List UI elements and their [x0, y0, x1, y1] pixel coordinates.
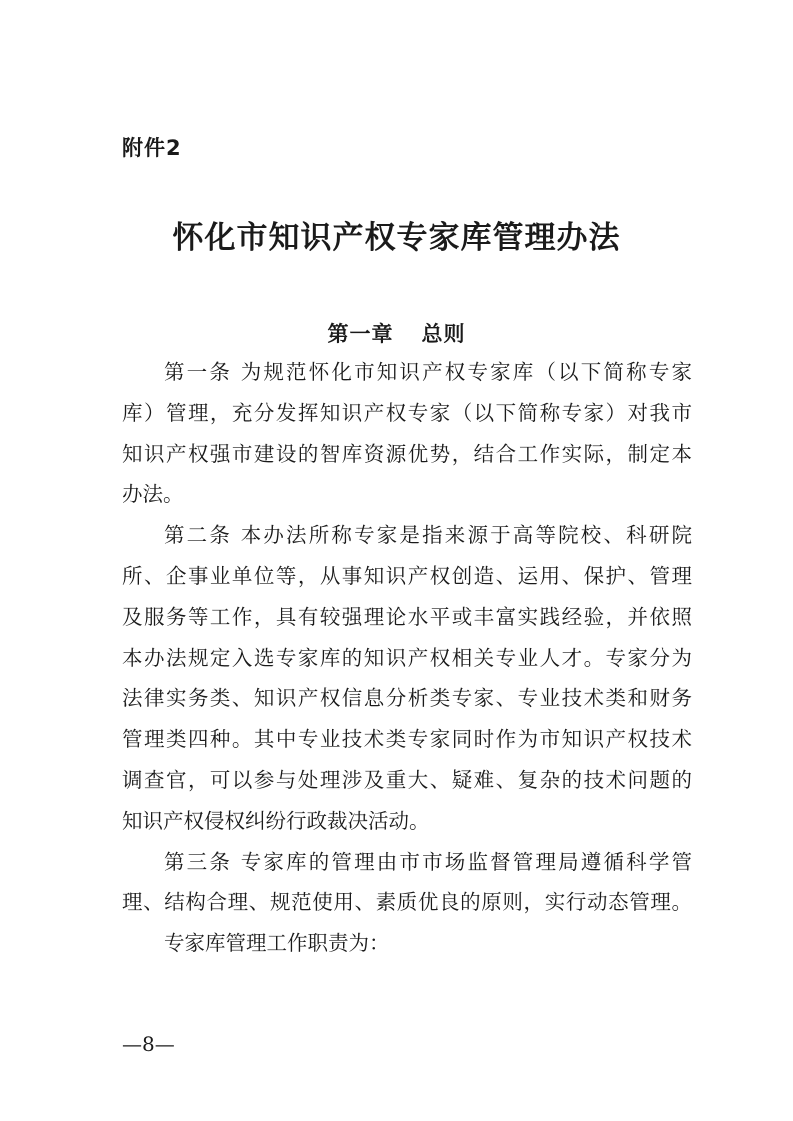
article-2-line: 及服务等工作，具有较强理论水平或丰富实践经验，并依照 — [122, 604, 692, 629]
page-number: —8— — [122, 1032, 175, 1056]
chapter-name: 总则 — [421, 322, 466, 346]
article-1-line: 库）管理，充分发挥知识产权专家（以下简称专家）对我市 — [122, 400, 692, 425]
article-2-line: 法律实务类、知识产权信息分析类专家、专业技术类和财务 — [122, 686, 692, 711]
document-title: 怀化市知识产权专家库管理办法 — [172, 220, 621, 256]
article-1-line: 办法。 — [122, 482, 184, 507]
article-3-line: 理、结构合理、规范使用、素质优良的原则，实行动态管理。 — [122, 890, 692, 915]
article-2-line: 知识产权侵权纠纷行政裁决活动。 — [122, 808, 430, 833]
article-1-line: 知识产权强市建设的智库资源优势，结合工作实际，制定本 — [122, 441, 692, 466]
document-body — [122, 352, 692, 964]
article-2-line: 本办法规定入选专家库的知识产权相关专业人才。专家分为 — [122, 645, 692, 670]
article-2-line: 第二条 本办法所称专家是指来源于高等院校、科研院 — [164, 523, 692, 548]
article-1-line: 第一条 为规范怀化市知识产权专家库（以下简称专家 — [164, 360, 692, 384]
article-2-line: 所、企事业单位等，从事知识产权创造、运用、保护、管理 — [122, 563, 692, 588]
article-3-line: 第三条 专家库的管理由市市场监督管理局遵循科学管 — [164, 849, 692, 874]
article-2-line: 管理类四种。其中专业技术类专家同时作为市知识产权技术 — [122, 727, 692, 752]
attachment-label: 附件2 — [122, 136, 182, 160]
duties-intro-line: 专家库管理工作职责为： — [164, 931, 390, 956]
chapter-heading — [0, 318, 793, 348]
article-2-line: 调查官，可以参与处理涉及重大、疑难、复杂的技术问题的 — [122, 767, 692, 792]
chapter-number: 第一章 — [327, 322, 394, 346]
